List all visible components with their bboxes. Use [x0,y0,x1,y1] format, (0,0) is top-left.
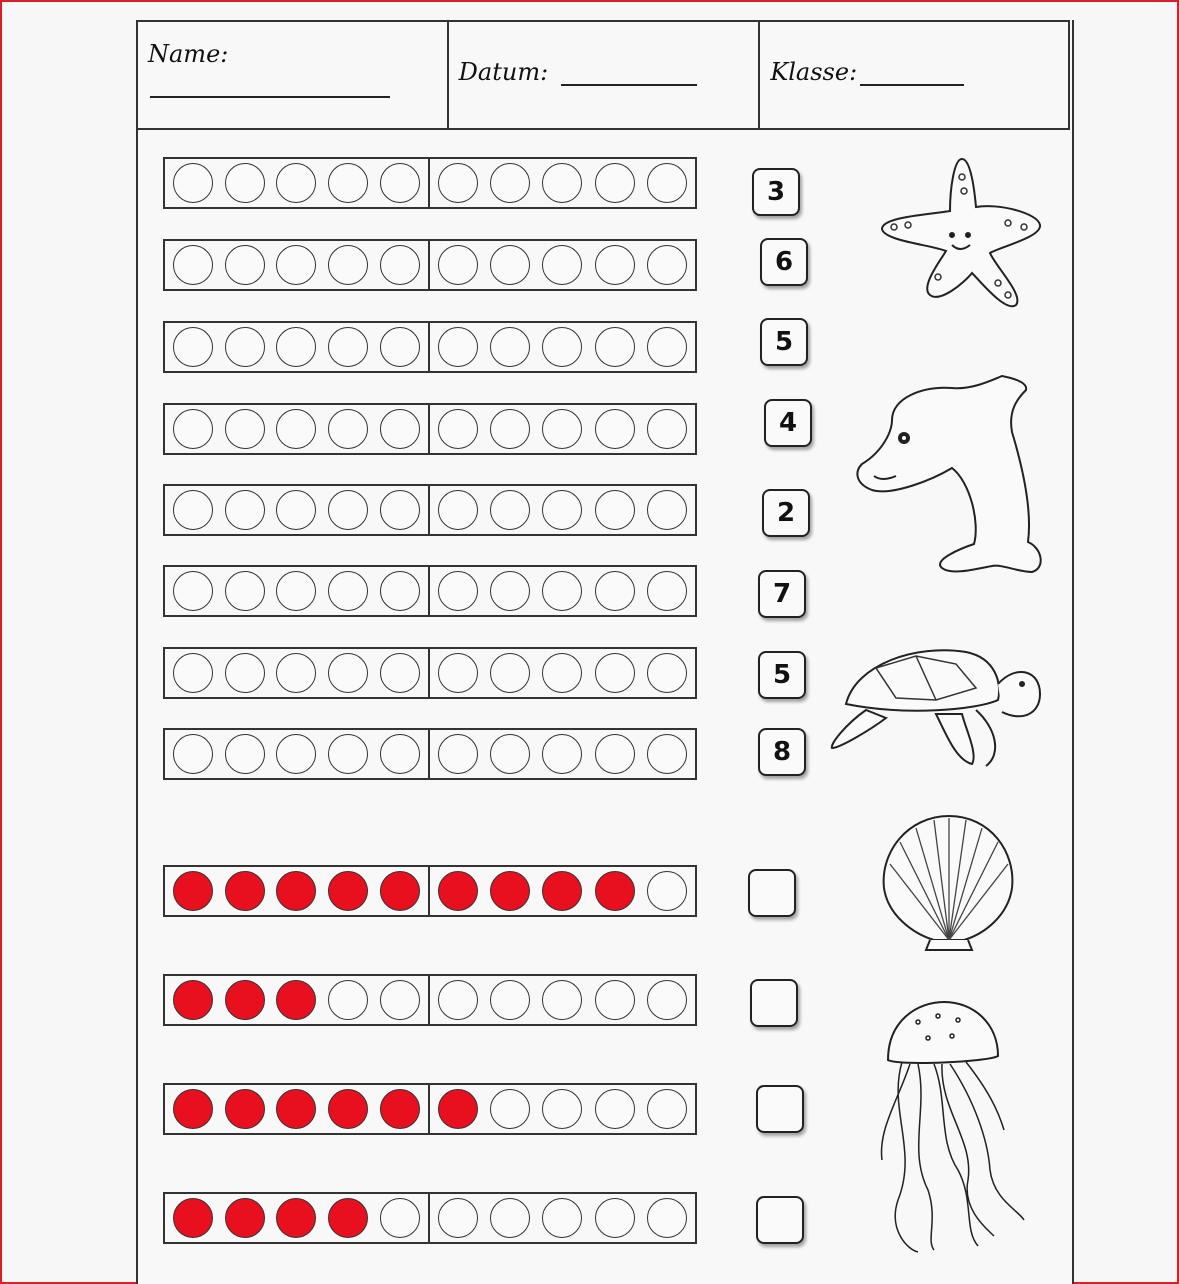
ten-frame-row [163,239,697,291]
class-line[interactable] [860,84,964,86]
ten-frame [163,157,697,209]
filled-dot[interactable] [542,871,582,911]
ten-frame-row [163,403,697,455]
filled-dot[interactable] [276,980,316,1020]
empty-dot[interactable] [438,571,478,611]
ten-frame-left-half [165,867,430,915]
empty-dot[interactable] [647,327,687,367]
filled-dot[interactable] [225,1089,265,1129]
empty-dot[interactable] [173,327,213,367]
empty-dot[interactable] [173,490,213,530]
ten-frame-right-half [430,976,695,1024]
name-label: Name: [148,40,229,68]
empty-dot[interactable] [276,245,316,285]
empty-dot[interactable] [542,245,582,285]
filled-dot[interactable] [173,980,213,1020]
ten-frame-row [163,865,697,917]
empty-dot[interactable] [380,409,420,449]
filled-dot[interactable] [328,871,368,911]
ten-frame [163,321,697,373]
ten-frame [163,239,697,291]
empty-dot[interactable] [490,734,530,774]
empty-dot[interactable] [542,490,582,530]
empty-dot[interactable] [647,490,687,530]
ten-frame-left-half [165,1194,430,1242]
worksheet-header [136,20,1070,130]
ten-frame-left-half [165,976,430,1024]
empty-dot[interactable] [647,871,687,911]
empty-dot[interactable] [542,980,582,1020]
empty-dot[interactable] [595,980,635,1020]
number-box[interactable]: 6 [760,238,808,286]
ten-frame [163,484,697,536]
ten-frame-right-half [430,159,695,207]
empty-dot[interactable] [490,490,530,530]
number-box[interactable] [750,979,798,1027]
dolphin-icon [852,372,1048,578]
empty-dot[interactable] [380,734,420,774]
empty-dot[interactable] [438,409,478,449]
starfish-icon [878,155,1046,313]
number-box[interactable]: 8 [758,728,806,776]
empty-dot[interactable] [173,571,213,611]
ten-frame [163,974,697,1026]
ten-frame [163,1083,697,1135]
empty-dot[interactable] [595,409,635,449]
empty-dot[interactable] [225,490,265,530]
ten-frame [163,728,697,780]
empty-dot[interactable] [380,327,420,367]
filled-dot[interactable] [328,1089,368,1129]
ten-frame-left-half [165,1085,430,1133]
empty-dot[interactable] [490,571,530,611]
shell-icon [880,812,1018,952]
filled-dot[interactable] [490,871,530,911]
ten-frame-right-half [430,486,695,534]
empty-dot[interactable] [328,245,368,285]
ten-frame-left-half [165,730,430,778]
ten-frame [163,403,697,455]
empty-dot[interactable] [647,571,687,611]
ten-frame-row [163,647,697,699]
empty-dot[interactable] [647,734,687,774]
empty-dot[interactable] [490,1089,530,1129]
empty-dot[interactable] [276,571,316,611]
filled-dot[interactable] [225,1198,265,1238]
filled-dot[interactable] [438,1089,478,1129]
filled-dot[interactable] [276,1198,316,1238]
empty-dot[interactable] [438,653,478,693]
ten-frame-right-half [430,649,695,697]
empty-dot[interactable] [438,245,478,285]
ten-frame-right-half [430,323,695,371]
ten-frame-left-half [165,159,430,207]
empty-dot[interactable] [542,1089,582,1129]
empty-dot[interactable] [542,734,582,774]
empty-dot[interactable] [276,734,316,774]
empty-dot[interactable] [276,653,316,693]
empty-dot[interactable] [276,163,316,203]
ten-frame-left-half [165,649,430,697]
number-box[interactable] [756,1196,804,1244]
filled-dot[interactable] [380,871,420,911]
empty-dot[interactable] [595,734,635,774]
ten-frame-right-half [430,1085,695,1133]
empty-dot[interactable] [595,327,635,367]
empty-dot[interactable] [380,1198,420,1238]
empty-dot[interactable] [328,653,368,693]
empty-dot[interactable] [328,571,368,611]
ten-frame [163,1192,697,1244]
empty-dot[interactable] [595,490,635,530]
ten-frame-left-half [165,567,430,615]
empty-dot[interactable] [438,490,478,530]
ten-frame-row [163,484,697,536]
filled-dot[interactable] [595,871,635,911]
ten-frame [163,865,697,917]
ten-frame-left-half [165,486,430,534]
filled-dot[interactable] [276,871,316,911]
empty-dot[interactable] [490,327,530,367]
number-box[interactable] [748,869,796,917]
empty-dot[interactable] [438,163,478,203]
number-box[interactable]: 2 [762,489,810,537]
ten-frame-row [163,321,697,373]
number-box[interactable]: 3 [752,168,800,216]
ten-frame-row [163,565,697,617]
ten-frame-left-half [165,323,430,371]
empty-dot[interactable] [647,1089,687,1129]
empty-dot[interactable] [328,490,368,530]
class-label: Klasse: [770,58,858,86]
empty-dot[interactable] [647,409,687,449]
ten-frame-right-half [430,1194,695,1242]
empty-dot[interactable] [328,163,368,203]
date-line[interactable] [561,84,697,86]
turtle-icon [826,644,1046,770]
ten-frame-left-half [165,241,430,289]
ten-frame-left-half [165,405,430,453]
empty-dot[interactable] [647,245,687,285]
empty-dot[interactable] [595,1198,635,1238]
empty-dot[interactable] [276,490,316,530]
class-cell [760,22,1068,128]
empty-dot[interactable] [542,571,582,611]
jellyfish-icon [878,1000,1028,1256]
empty-dot[interactable] [490,409,530,449]
empty-dot[interactable] [542,1198,582,1238]
empty-dot[interactable] [225,409,265,449]
filled-dot[interactable] [438,871,478,911]
empty-dot[interactable] [490,653,530,693]
filled-dot[interactable] [225,871,265,911]
ten-frame [163,647,697,699]
empty-dot[interactable] [490,1198,530,1238]
ten-frame-right-half [430,867,695,915]
number-box[interactable] [756,1085,804,1133]
empty-dot[interactable] [276,327,316,367]
empty-dot[interactable] [276,409,316,449]
empty-dot[interactable] [490,163,530,203]
empty-dot[interactable] [173,245,213,285]
ten-frame-row [163,157,697,209]
empty-dot[interactable] [490,980,530,1020]
empty-dot[interactable] [380,980,420,1020]
number-box[interactable]: 4 [764,399,812,447]
empty-dot[interactable] [542,653,582,693]
empty-dot[interactable] [225,245,265,285]
empty-dot[interactable] [380,490,420,530]
ten-frame-right-half [430,730,695,778]
empty-dot[interactable] [328,327,368,367]
ten-frame-row [163,1083,697,1135]
empty-dot[interactable] [595,571,635,611]
filled-dot[interactable] [173,1089,213,1129]
empty-dot[interactable] [647,653,687,693]
ten-frame-right-half [430,405,695,453]
empty-dot[interactable] [225,734,265,774]
filled-dot[interactable] [276,1089,316,1129]
ten-frame-row [163,1192,697,1244]
filled-dot[interactable] [328,1198,368,1238]
empty-dot[interactable] [595,245,635,285]
empty-dot[interactable] [380,245,420,285]
empty-dot[interactable] [595,1089,635,1129]
number-box[interactable]: 5 [760,318,808,366]
empty-dot[interactable] [328,734,368,774]
empty-dot[interactable] [542,409,582,449]
ten-frame-right-half [430,567,695,615]
empty-dot[interactable] [542,163,582,203]
ten-frame-row [163,728,697,780]
empty-dot[interactable] [438,327,478,367]
number-box[interactable]: 7 [758,570,806,618]
empty-dot[interactable] [380,163,420,203]
number-box[interactable]: 5 [758,651,806,699]
empty-dot[interactable] [595,163,635,203]
empty-dot[interactable] [647,163,687,203]
empty-dot[interactable] [328,409,368,449]
empty-dot[interactable] [647,1198,687,1238]
empty-dot[interactable] [438,980,478,1020]
empty-dot[interactable] [173,734,213,774]
empty-dot[interactable] [225,571,265,611]
empty-dot[interactable] [380,571,420,611]
empty-dot[interactable] [380,653,420,693]
filled-dot[interactable] [173,871,213,911]
filled-dot[interactable] [225,980,265,1020]
empty-dot[interactable] [173,163,213,203]
name-cell [138,22,449,128]
empty-dot[interactable] [173,409,213,449]
empty-dot[interactable] [328,980,368,1020]
empty-dot[interactable] [438,734,478,774]
empty-dot[interactable] [595,653,635,693]
name-line[interactable] [150,96,390,98]
empty-dot[interactable] [490,245,530,285]
empty-dot[interactable] [438,1198,478,1238]
empty-dot[interactable] [647,980,687,1020]
ten-frame [163,565,697,617]
ten-frame-row [163,974,697,1026]
empty-dot[interactable] [225,163,265,203]
date-cell [449,22,761,128]
empty-dot[interactable] [225,653,265,693]
empty-dot[interactable] [542,327,582,367]
empty-dot[interactable] [173,653,213,693]
ten-frame-right-half [430,241,695,289]
filled-dot[interactable] [173,1198,213,1238]
filled-dot[interactable] [380,1089,420,1129]
date-label: Datum: [458,58,549,86]
empty-dot[interactable] [225,327,265,367]
